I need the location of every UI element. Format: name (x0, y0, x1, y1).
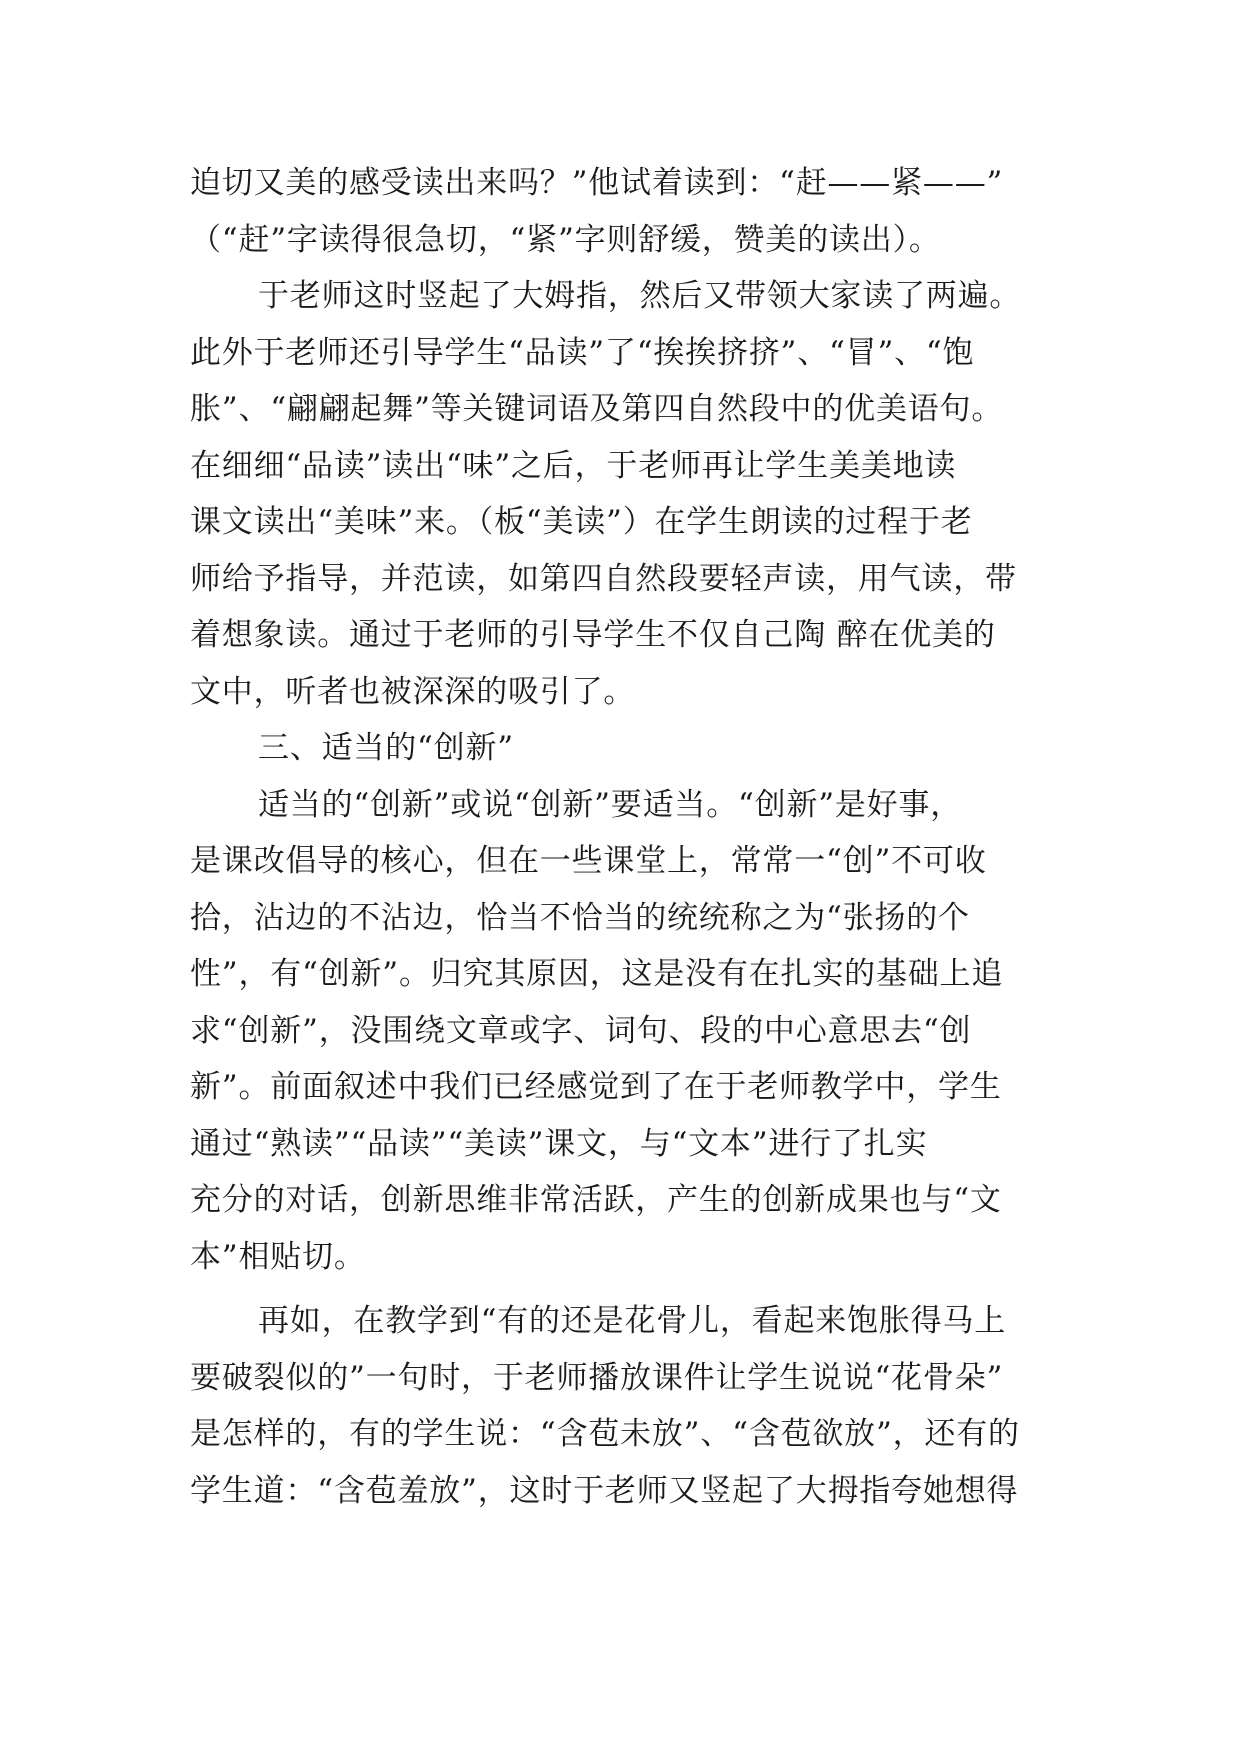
paragraph-line: 是课改倡导的核心，但在一些课堂上，常常一“创”不可收 (190, 843, 987, 879)
section-heading: 三、适当的“创新” (258, 730, 514, 766)
paragraph-line: 要破裂似的”一句时，于老师播放课件让学生说说“花骨朵” (190, 1359, 1004, 1396)
paragraph-line: 性”，有“创新”。归究其原因，这是没有在扎实的基础上追 (190, 956, 1004, 992)
paragraph-line: 新”。前面叙述中我们已经感觉到了在于老师教学中，学生 (190, 1069, 1002, 1105)
paragraph-line: 师给予指导，并范读，如第四自然段要轻声读，用气读，带 (190, 560, 1017, 597)
paragraph-line: 求“创新”，没围绕文章或字、词句、段的中心意思去“创 (190, 1012, 972, 1049)
paragraph-line: 胀”、“翩翩起舞”等关键词语及第四自然段中的优美语句。 (190, 391, 1004, 427)
paragraph-line: 再如，在教学到“有的还是花骨儿，看起来饱胀得马上 (258, 1303, 1007, 1339)
body-text (190, 155, 1070, 1519)
paragraph-line: 是怎样的，有的学生说：“含苞未放”、“含苞欲放”，还有的 (190, 1416, 1020, 1452)
paragraph-line: 此外于老师还引导学生“品读”了“挨挨挤挤”、“冒”、“饱 (190, 334, 975, 371)
paragraph-line: 充分的对话，创新思维非常活跃，产生的创新成果也与“文 (190, 1182, 1002, 1218)
paragraph-line: 通过“熟读”“品读”“美读”课文，与“文本”进行了扎实 (190, 1125, 928, 1162)
paragraph-line: 学生道：“含苞羞放”，这时于老师又竖起了大拇指夸她想得 (190, 1472, 1019, 1509)
paragraph-line: 在细细“品读”读出“味”之后，于老师再让学生美美地读 (190, 447, 957, 484)
paragraph-line: 迫切又美的感受读出来吗？”他试着读到：“赶——紧——” (190, 165, 1004, 201)
paragraph-line: 文中，听者也被深深的吸引了。 (190, 673, 636, 710)
paragraph-line: 着想象读。通过于老师的引导学生不仅自己陶 醉在优美的 (190, 617, 996, 653)
paragraph-line: 拾，沾边的不沾边，恰当不恰当的统统称之为“张扬的个 (190, 899, 970, 936)
paragraph-line: 课文读出“美味”来。（板“美读”）在学生朗读的过程于老 (190, 504, 973, 540)
paragraph-line: 适当的“创新”或说“创新”要适当。“创新”是好事， (258, 786, 963, 823)
paragraph-line: 本”相贴切。 (190, 1238, 366, 1275)
paragraph-line: （“赶”字读得很急切，“紧”字则舒缓，赞美的读出）。 (190, 221, 941, 258)
paragraph-line: 于老师这时竖起了大姆指，然后又带领大家读了两遍。 (258, 278, 1022, 314)
